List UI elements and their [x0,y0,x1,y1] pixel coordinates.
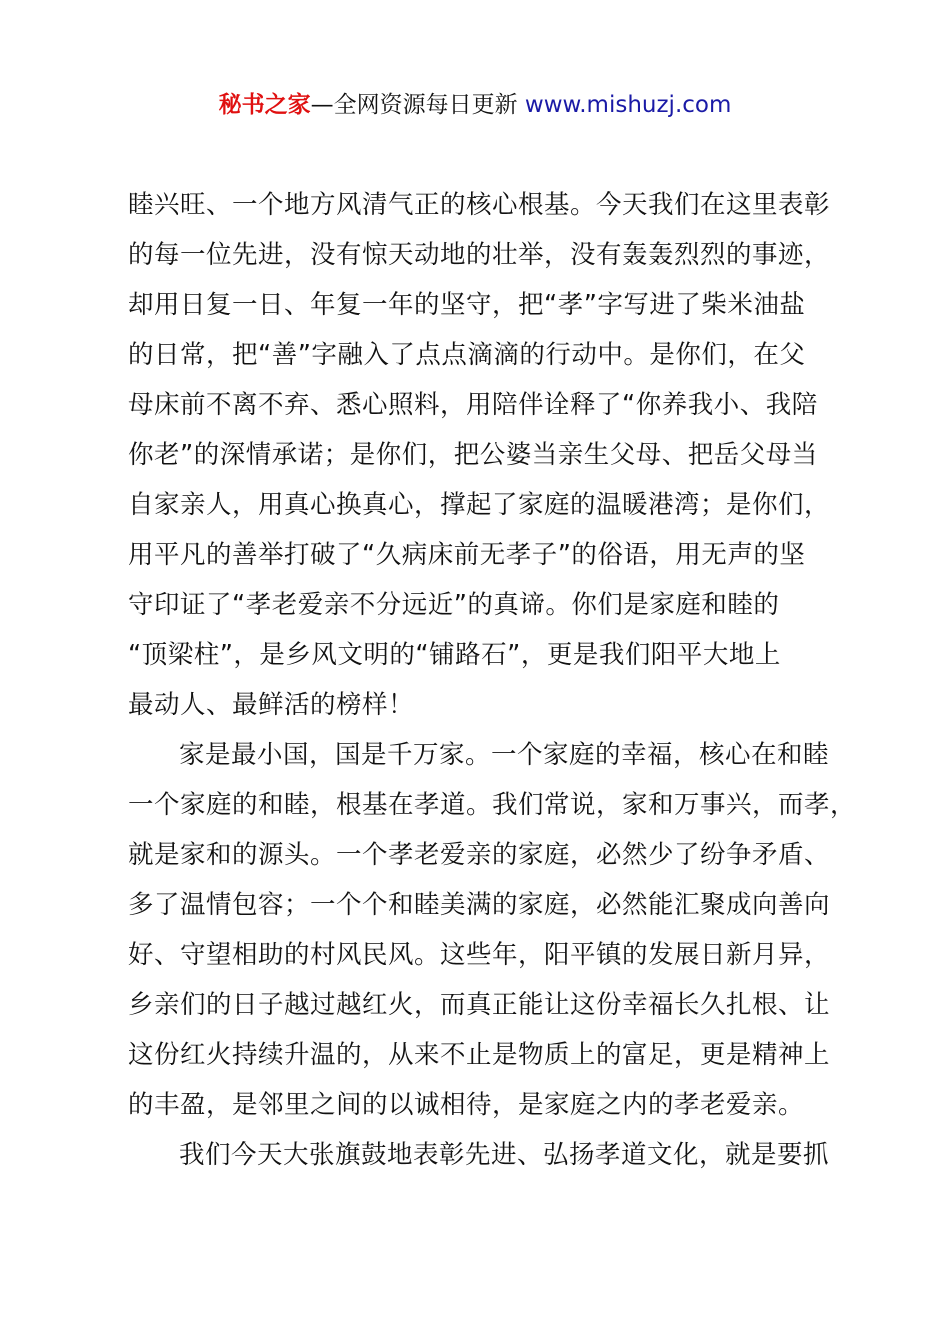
text-line: 用平凡的善举打破了“久病床前无孝子”的俗语，用无声的坚 [128,540,806,570]
header-tagline: —全网资源每日更新 [310,92,518,118]
text-line: 的每一位先进，没有惊天动地的壮举，没有轰轰烈烈的事迹， [128,240,831,270]
text-line: 乡亲们的日子越过越红火，而真正能让这份幸福长久扎根、让 [128,990,831,1020]
body-text [128,180,858,1180]
page-header [0,88,950,122]
text-line: 多了温情包容；一个个和睦美满的家庭，必然能汇聚成向善向 [128,890,831,920]
brand-name: 秘书之家 [218,92,311,118]
text-line: 这份红火持续升温的，从来不止是物质上的富足，更是精神上 [128,1040,831,1070]
text-line: 你老”的深情承诺；是你们，把公婆当亲生父母、把岳父母当 [128,440,818,470]
text-line: 母床前不离不弃、悉心照料，用陪伴诠释了“你养我小、我陪 [128,390,818,420]
text-line: 好、守望相助的村风民风。这些年，阳平镇的发展日新月异， [128,940,831,970]
text-line: 最动人、最鲜活的榜样！ [128,690,415,720]
text-line: 睦兴旺、一个地方风清气正的核心根基。今天我们在这里表彰 [128,190,831,220]
text-line: 一个家庭的和睦，根基在孝道。我们常说，家和万事兴，而孝， [128,790,857,820]
website-url[interactable]: www.mishuzj.com [524,92,732,118]
text-line: 的丰盈，是邻里之间的以诚相待，是家庭之内的孝老爱亲。 [128,1090,805,1120]
paragraph-start-line: 家是最小国，国是千万家。一个家庭的幸福，核心在和睦 [179,740,830,770]
paragraph-start-line: 我们今天大张旗鼓地表彰先进、弘扬孝道文化，就是要抓 [179,1140,830,1170]
text-line: “顶梁柱”，是乡风文明的“铺路石”，更是我们阳平大地上 [128,640,781,670]
text-line: 的日常，把“善”字融入了点点滴滴的行动中。是你们，在父 [128,340,806,370]
text-line: 就是家和的源头。一个孝老爱亲的家庭，必然少了纷争矛盾、 [128,840,831,870]
text-line: 自家亲人，用真心换真心，撑起了家庭的温暖港湾；是你们， [128,490,831,520]
text-line: 守印证了“孝老爱亲不分远近”的真谛。你们是家庭和睦的 [128,590,780,620]
text-line: 却用日复一日、年复一年的坚守，把“孝”字写进了柴米油盐 [128,290,806,320]
